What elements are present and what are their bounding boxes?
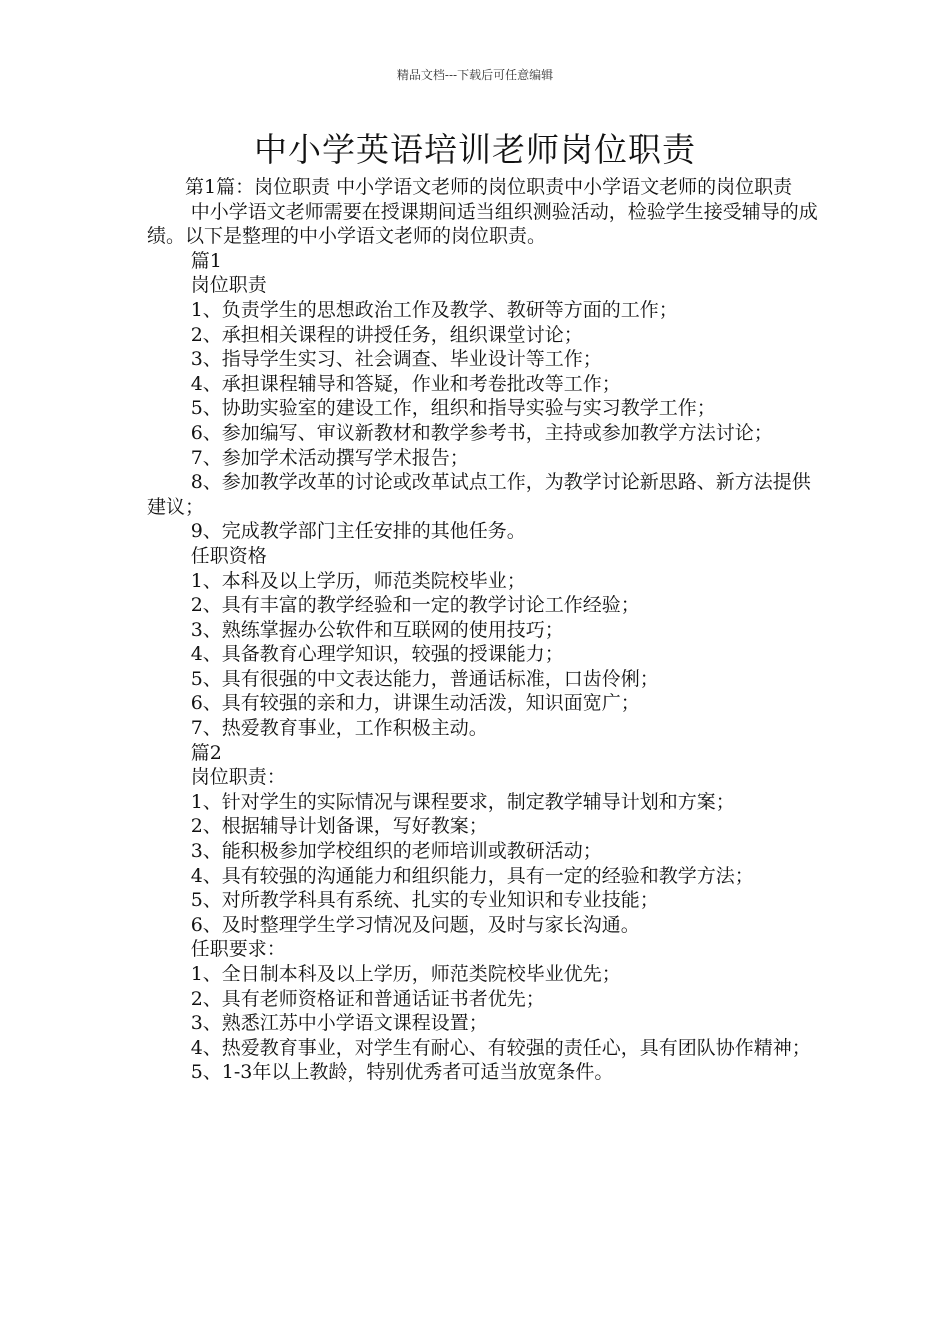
page-header-note: 精品文档---下载后可任意编辑	[396, 68, 554, 82]
list-item: 3、熟悉江苏中小学语文课程设置；	[190, 1012, 488, 1035]
list-item: 2、根据辅导计划备课，写好教案；	[190, 815, 488, 838]
section-heading: 任职资格	[190, 544, 267, 567]
document-title: 中小学英语培训老师岗位职责	[254, 130, 696, 169]
list-item: 3、熟练掌握办公软件和互联网的使用技巧；	[190, 618, 564, 641]
list-item: 4、具有较强的沟通能力和组织能力，具有一定的经验和教学方法；	[190, 864, 754, 887]
list-item: 5、对所教学科具有系统、扎实的专业知识和专业技能；	[190, 889, 659, 912]
document-body	[147, 175, 827, 1085]
list-item: 1、本科及以上学历，师范类院校毕业；	[190, 569, 526, 592]
list-item: 8、参加教学改革的讨论或改革试点工作，为教学讨论新思路、新方法提供建议；	[147, 471, 811, 518]
list-item: 6、参加编写、审议新教材和教学参考书，主持或参加教学方法讨论；	[190, 421, 773, 444]
list-item: 3、指导学生实习、社会调查、毕业设计等工作；	[190, 348, 602, 371]
list-item: 5、具有很强的中文表达能力，普通话标准，口齿伶俐；	[190, 667, 659, 690]
section-heading: 岗位职责：	[190, 766, 286, 789]
list-item: 1、负责学生的思想政治工作及教学、教研等方面的工作；	[190, 298, 678, 321]
list-item: 3、能积极参加学校组织的老师培训或教研活动；	[190, 840, 602, 863]
list-item: 6、具有较强的亲和力，讲课生动活泼，知识面宽广；	[190, 692, 640, 715]
list-item: 5、1-3年以上教龄，特别优秀者可适当放宽条件。	[190, 1061, 614, 1084]
list-item: 1、全日制本科及以上学历，师范类院校毕业优先；	[190, 963, 621, 985]
paragraph: 中小学语文老师需要在授课期间适当组织测验活动，检验学生接受辅导的成绩。以下是整理的中小学语文老师的岗位职责。	[147, 200, 818, 248]
list-item: 2、具有老师资格证和普通话证书者优先；	[190, 987, 545, 1010]
list-item: 2、承担相关课程的讲授任务，组织课堂讨论；	[190, 323, 583, 346]
section-heading: 任职要求：	[190, 938, 286, 961]
list-item: 4、承担课程辅导和答疑，作业和考卷批改等工作；	[190, 372, 621, 395]
paragraph: 第1篇：岗位职责 中小学语文老师的岗位职责中小学语文老师的岗位职责	[185, 176, 793, 198]
list-item: 1、针对学生的实际情况与课程要求，制定教学辅导计划和方案；	[190, 790, 735, 813]
list-item: 2、具有丰富的教学经验和一定的教学讨论工作经验；	[190, 594, 640, 617]
section-heading: 岗位职责	[190, 274, 267, 297]
list-item: 5、协助实验室的建设工作，组织和指导实验与实习教学工作；	[190, 397, 716, 420]
section-heading: 篇1	[190, 249, 222, 272]
list-item: 7、参加学术活动撰写学术报告；	[190, 446, 469, 469]
list-item: 7、热爱教育事业，工作积极主动。	[190, 717, 488, 740]
section-heading: 篇2	[190, 741, 222, 764]
list-item: 4、具备教育心理学知识，较强的授课能力；	[190, 643, 564, 666]
list-item: 9、完成教学部门主任安排的其他任务。	[190, 520, 526, 543]
list-item: 6、及时整理学生学习情况及问题，及时与家长沟通。	[190, 913, 640, 936]
list-item: 4、热爱教育事业，对学生有耐心、有较强的责任心，具有团队协作精神；	[190, 1036, 811, 1059]
